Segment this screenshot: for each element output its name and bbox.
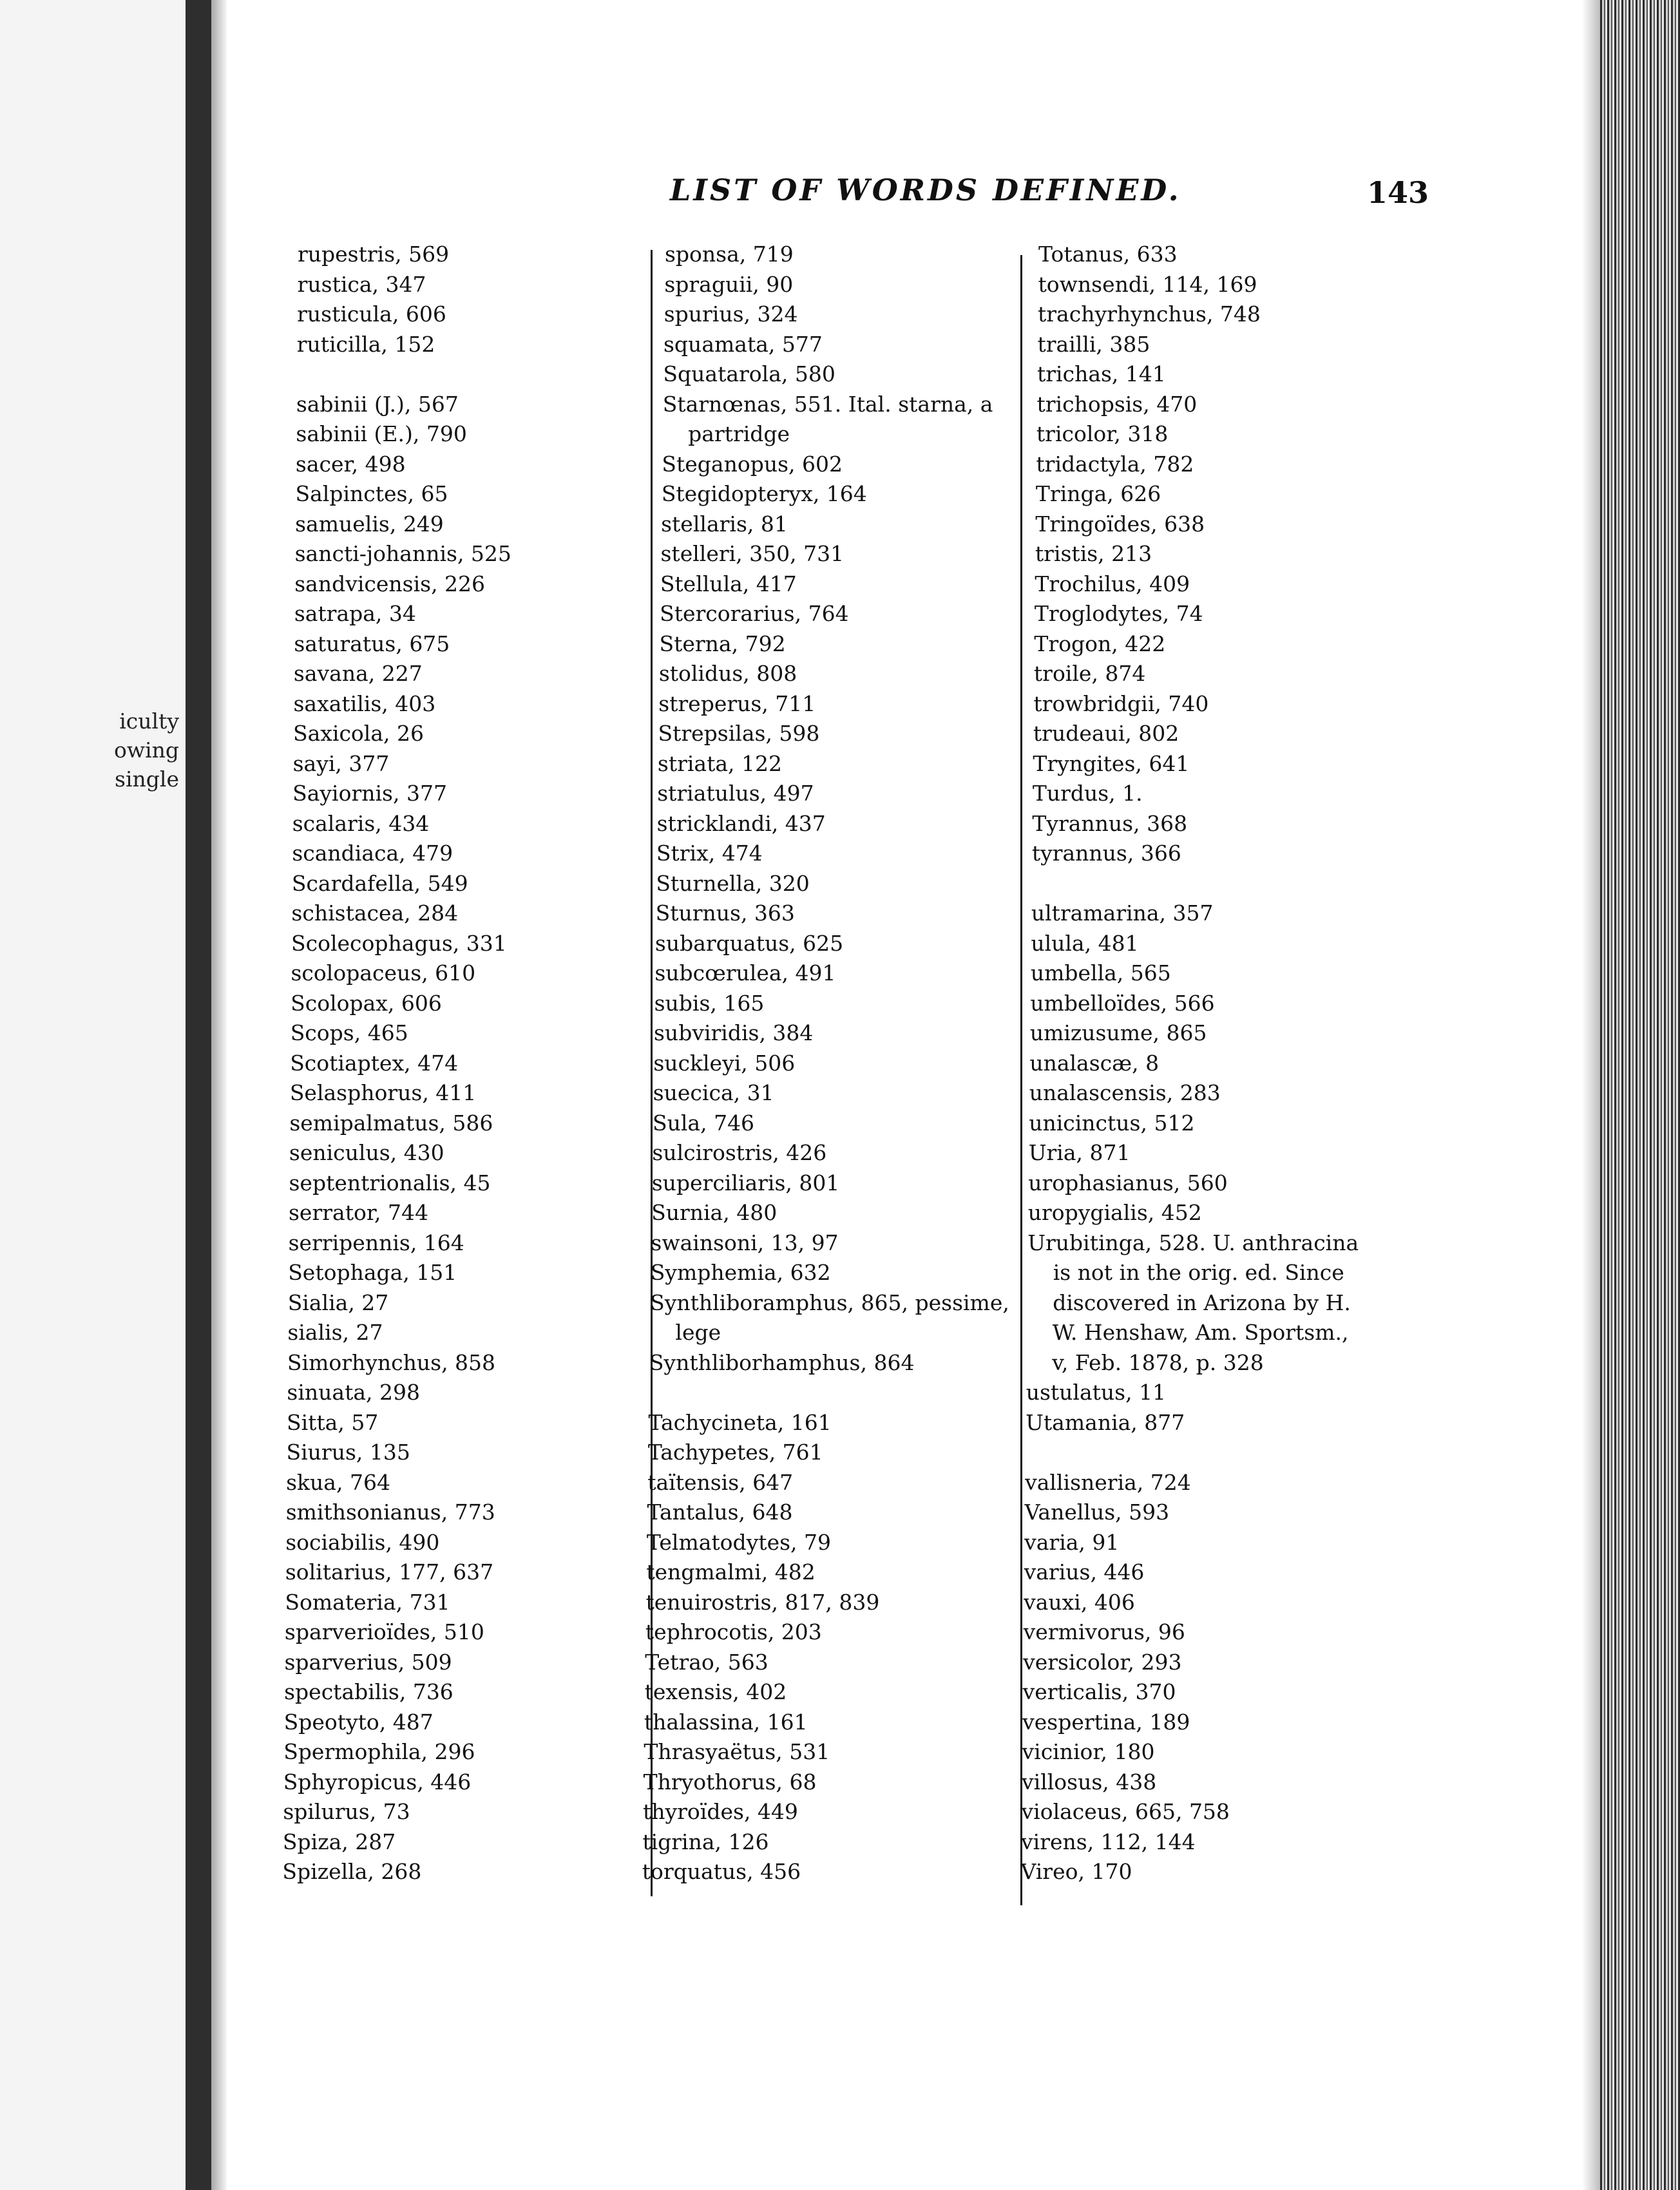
- index-entry: sacer, 498: [295, 451, 406, 477]
- column-rule: [1020, 255, 1022, 1905]
- index-entry: Sturnus, 363: [655, 900, 795, 926]
- index-entry: vespertina, 189: [1022, 1709, 1190, 1735]
- book-gutter: [186, 0, 211, 2190]
- index-entry: semipalmatus, 586: [289, 1110, 493, 1136]
- index-entry: uropygialis, 452: [1027, 1200, 1202, 1225]
- index-entry-continuation: W. Henshaw, Am. Sportsm.,: [1052, 1320, 1349, 1345]
- index-entry: trichas, 141: [1037, 361, 1166, 386]
- index-entry: tricolor, 318: [1036, 421, 1169, 446]
- index-entry: Totanus, 633: [1038, 242, 1178, 267]
- page-edge-shadow: [1582, 0, 1600, 2190]
- index-entry: Trogon, 422: [1034, 631, 1166, 656]
- index-entry: Tryngites, 641: [1033, 750, 1190, 776]
- index-entry: scolopaceus, 610: [291, 960, 476, 986]
- index-entry: varia, 91: [1024, 1529, 1120, 1555]
- index-entry: striata, 122: [657, 750, 783, 776]
- index-entry: Tantalus, 648: [647, 1500, 793, 1525]
- index-entry: Utamania, 877: [1026, 1409, 1185, 1435]
- index-entry: rusticula, 606: [297, 301, 446, 327]
- index-entry: townsendi, 114, 169: [1038, 271, 1257, 297]
- index-entry: Symphemia, 632: [650, 1260, 831, 1285]
- index-entry: Surnia, 480: [651, 1200, 778, 1225]
- index-entry: sinuata, 298: [287, 1380, 420, 1405]
- index-entry: Tachycineta, 161: [648, 1409, 832, 1435]
- index-entry: spectabilis, 736: [284, 1679, 453, 1704]
- index-entry: Speotyto, 487: [283, 1709, 434, 1735]
- index-entry: vauxi, 406: [1024, 1589, 1135, 1615]
- index-entry: versicolor, 293: [1023, 1649, 1182, 1675]
- index-entry: schistacea, 284: [291, 900, 459, 926]
- index-entry: sabinii (J.), 567: [296, 391, 459, 417]
- section-gap: [1026, 1438, 1399, 1468]
- index-entry: Tachypetes, 761: [647, 1440, 823, 1465]
- index-entry: serrator, 744: [289, 1200, 428, 1225]
- index-entry: tengmalmi, 482: [646, 1559, 816, 1585]
- index-column-1: [282, 240, 665, 1887]
- index-entry: suckleyi, 506: [653, 1050, 796, 1076]
- index-entry: Scardafella, 549: [291, 870, 468, 896]
- index-entry: torquatus, 456: [642, 1859, 801, 1884]
- index-entry: Tringoïdes, 638: [1035, 511, 1205, 537]
- index-entry: Steganopus, 602: [662, 451, 843, 477]
- index-entry: sialis, 27: [287, 1320, 383, 1345]
- index-entry: tristis, 213: [1035, 541, 1152, 566]
- index-entry: Selasphorus, 411: [289, 1080, 477, 1105]
- index-entry: ultramarina, 357: [1031, 900, 1214, 926]
- index-entry: Somateria, 731: [285, 1589, 450, 1615]
- index-entry: sabinii (E.), 790: [296, 421, 467, 446]
- gutter-shadow: [211, 0, 227, 2190]
- index-entry: septentrionalis, 45: [289, 1170, 491, 1195]
- index-entry: Scolopax, 606: [291, 990, 442, 1016]
- index-entry: Thryothorus, 68: [643, 1769, 817, 1795]
- index-entry: unalascæ, 8: [1029, 1050, 1160, 1076]
- index-entry: Spermophila, 296: [283, 1739, 475, 1764]
- index-entry: rustica, 347: [297, 271, 426, 297]
- index-entry: Trochilus, 409: [1035, 571, 1190, 596]
- index-entry-continuation: partridge: [688, 421, 790, 446]
- running-head: LIST OF WORDS DEFINED.: [670, 173, 1181, 207]
- index-entry: Spizella, 268: [282, 1859, 422, 1884]
- index-entry: varius, 446: [1024, 1559, 1145, 1585]
- page-edge-stack: [1600, 0, 1680, 2190]
- index-entry: sparverioïdes, 510: [284, 1619, 484, 1644]
- index-entry: Setophaga, 151: [288, 1260, 457, 1285]
- index-entry: Scops, 465: [290, 1020, 408, 1045]
- index-entry: subcœrulea, 491: [654, 960, 836, 986]
- index-entry: Vireo, 170: [1020, 1859, 1132, 1884]
- index-entry: Troglodytes, 74: [1034, 601, 1203, 626]
- index-entry: stellaris, 81: [661, 511, 788, 537]
- index-entry: subviridis, 384: [654, 1020, 814, 1045]
- index-entry: savana, 227: [293, 661, 423, 686]
- index-entry: Turdus, 1.: [1032, 781, 1143, 806]
- index-entry: umbelloïdes, 566: [1030, 990, 1215, 1016]
- index-entry: Tetrao, 563: [645, 1649, 768, 1675]
- index-entry: Synthliborhamphus, 864: [649, 1349, 915, 1375]
- index-entry: Sturnella, 320: [656, 870, 810, 896]
- index-entry-continuation: v, Feb. 1878, p. 328: [1052, 1349, 1264, 1375]
- index-entry: Urubitinga, 528. U. anthracina: [1027, 1230, 1359, 1255]
- index-entry: Strepsilas, 598: [658, 721, 820, 746]
- index-entry: Starnœnas, 551. Ital. starna, a: [662, 391, 993, 417]
- index-entry: spraguii, 90: [664, 271, 794, 297]
- index-entry: violaceus, 665, 758: [1021, 1799, 1230, 1824]
- index-entry: trowbridgii, 740: [1033, 690, 1209, 716]
- index-entry: vallisneria, 724: [1025, 1469, 1191, 1495]
- index-entry: solitarius, 177, 637: [285, 1559, 494, 1585]
- index-entry: smithsonianus, 773: [285, 1500, 495, 1525]
- index-entry: Siurus, 135: [286, 1440, 410, 1465]
- index-entry: tenuirostris, 817, 839: [645, 1589, 880, 1615]
- index-entry: Telmatodytes, 79: [646, 1529, 831, 1555]
- index-entry: Synthliboramphus, 865, pessime,: [650, 1290, 1009, 1315]
- index-entry: stelleri, 350, 731: [660, 541, 845, 566]
- index-entry: Sitta, 57: [287, 1409, 379, 1435]
- index-entry: Salpinctes, 65: [295, 481, 448, 506]
- index-entry: Strix, 474: [656, 841, 763, 866]
- index-entry: Scolecophagus, 331: [291, 930, 507, 956]
- index-entry: saxatilis, 403: [293, 690, 436, 716]
- index-column-2: [642, 240, 1018, 1887]
- index-entry: sociabilis, 490: [285, 1529, 440, 1555]
- index-entry: villosus, 438: [1022, 1769, 1157, 1795]
- index-entry: serripennis, 164: [288, 1230, 464, 1255]
- index-entry: seniculus, 430: [289, 1140, 444, 1165]
- index-entry: trudeaui, 802: [1033, 721, 1179, 746]
- index-entry: Tringa, 626: [1035, 481, 1161, 506]
- index-entry: skua, 764: [286, 1469, 390, 1495]
- index-entry-continuation: is not in the orig. ed. Since: [1053, 1260, 1344, 1285]
- index-entry: unicinctus, 512: [1029, 1110, 1195, 1136]
- index-entry: suecica, 31: [653, 1080, 774, 1105]
- index-entry: sulcirostris, 426: [652, 1140, 827, 1165]
- index-entry: Tyrannus, 368: [1032, 810, 1188, 836]
- index-entry: taïtensis, 647: [647, 1469, 794, 1495]
- index-entry: vermivorus, 96: [1023, 1619, 1185, 1644]
- index-entry: superciliaris, 801: [651, 1170, 840, 1195]
- index-entry: subis, 165: [654, 990, 765, 1016]
- index-entry: stricklandi, 437: [656, 810, 826, 836]
- index-entry: virens, 112, 144: [1021, 1829, 1196, 1854]
- index-entry: thalassina, 161: [644, 1709, 808, 1735]
- section-gap: [1031, 869, 1399, 899]
- index-entry: scandiaca, 479: [292, 841, 453, 866]
- index-entry: samuelis, 249: [295, 511, 444, 537]
- index-entry: sayi, 377: [292, 750, 390, 776]
- index-entry: tigrina, 126: [642, 1829, 769, 1854]
- index-entry: Stellula, 417: [660, 571, 797, 596]
- index-entry: sandvicensis, 226: [294, 571, 486, 596]
- index-entry: Spiza, 287: [282, 1829, 396, 1854]
- index-entry: Saxicola, 26: [293, 721, 424, 746]
- page-number: 143: [1367, 175, 1429, 210]
- index-entry: saturatus, 675: [294, 631, 450, 656]
- section-gap: [649, 1378, 1018, 1408]
- index-entry: trailli, 385: [1037, 331, 1150, 357]
- index-entry: streperus, 711: [658, 690, 816, 716]
- index-entry: Sialia, 27: [287, 1290, 389, 1315]
- index-entry: umizusume, 865: [1029, 1020, 1207, 1045]
- index-entry: Sayiornis, 377: [292, 781, 447, 806]
- index-entry: texensis, 402: [644, 1679, 787, 1704]
- index-entry: subarquatus, 625: [654, 930, 844, 956]
- index-column-3: [1020, 240, 1399, 1887]
- index-entry: tyrannus, 366: [1031, 841, 1181, 866]
- index-entry: spilurus, 73: [283, 1799, 410, 1824]
- index-entry: Scotiaptex, 474: [290, 1050, 459, 1076]
- index-entry: thyroïdes, 449: [643, 1799, 798, 1824]
- index-entry: umbella, 565: [1030, 960, 1171, 986]
- section-gap: [296, 359, 665, 390]
- index-entry-continuation: discovered in Arizona by H.: [1053, 1290, 1351, 1315]
- index-entry: stolidus, 808: [658, 661, 797, 686]
- facing-page-text: single: [115, 766, 179, 792]
- index-entry: Sphyropicus, 446: [283, 1769, 472, 1795]
- index-entry: ruticilla, 152: [296, 331, 435, 357]
- index-entry-continuation: lege: [675, 1320, 721, 1345]
- index-entry: swainsoni, 13, 97: [651, 1230, 839, 1255]
- index-entry: ustulatus, 11: [1026, 1380, 1167, 1405]
- facing-page-fragment: [0, 0, 186, 2190]
- index-entry: ulula, 481: [1031, 930, 1139, 956]
- index-entry: Stercorarius, 764: [660, 601, 849, 626]
- index-entry: striatulus, 497: [657, 781, 814, 806]
- index-entry: verticalis, 370: [1022, 1679, 1176, 1704]
- index-entry: vicinior, 180: [1022, 1739, 1155, 1764]
- index-entry: tephrocotis, 203: [645, 1619, 822, 1644]
- index-entry: Sula, 746: [653, 1110, 755, 1136]
- index-entry: rupestris, 569: [298, 242, 450, 267]
- index-entry: Squatarola, 580: [663, 361, 835, 386]
- index-entry: unalascensis, 283: [1029, 1080, 1221, 1105]
- index-entry: scalaris, 434: [292, 810, 430, 836]
- index-entry: Stegidopteryx, 164: [661, 481, 867, 506]
- index-entry: Thrasyaëtus, 531: [644, 1739, 830, 1764]
- facing-page-text: iculty: [119, 709, 179, 734]
- index-entry: satrapa, 34: [294, 601, 416, 626]
- index-entry: sparverius, 509: [284, 1649, 452, 1675]
- index-entry: Sterna, 792: [659, 631, 786, 656]
- index-entry: Simorhynchus, 858: [287, 1349, 496, 1375]
- index-entry: urophasianus, 560: [1028, 1170, 1228, 1195]
- index-entry: troile, 874: [1033, 661, 1146, 686]
- index-entry: trachyrhynchus, 748: [1038, 301, 1261, 327]
- index-entry: spurius, 324: [663, 301, 798, 327]
- index-entry: Vanellus, 593: [1024, 1500, 1170, 1525]
- index-entry: sancti-johannis, 525: [294, 541, 511, 566]
- index-entry: squamata, 577: [663, 331, 823, 357]
- index-entry: sponsa, 719: [665, 242, 794, 267]
- index-entry: tridactyla, 782: [1036, 451, 1194, 477]
- facing-page-text: owing: [113, 738, 179, 763]
- index-entry: trichopsis, 470: [1036, 391, 1198, 417]
- index-entry: Uria, 871: [1028, 1140, 1131, 1165]
